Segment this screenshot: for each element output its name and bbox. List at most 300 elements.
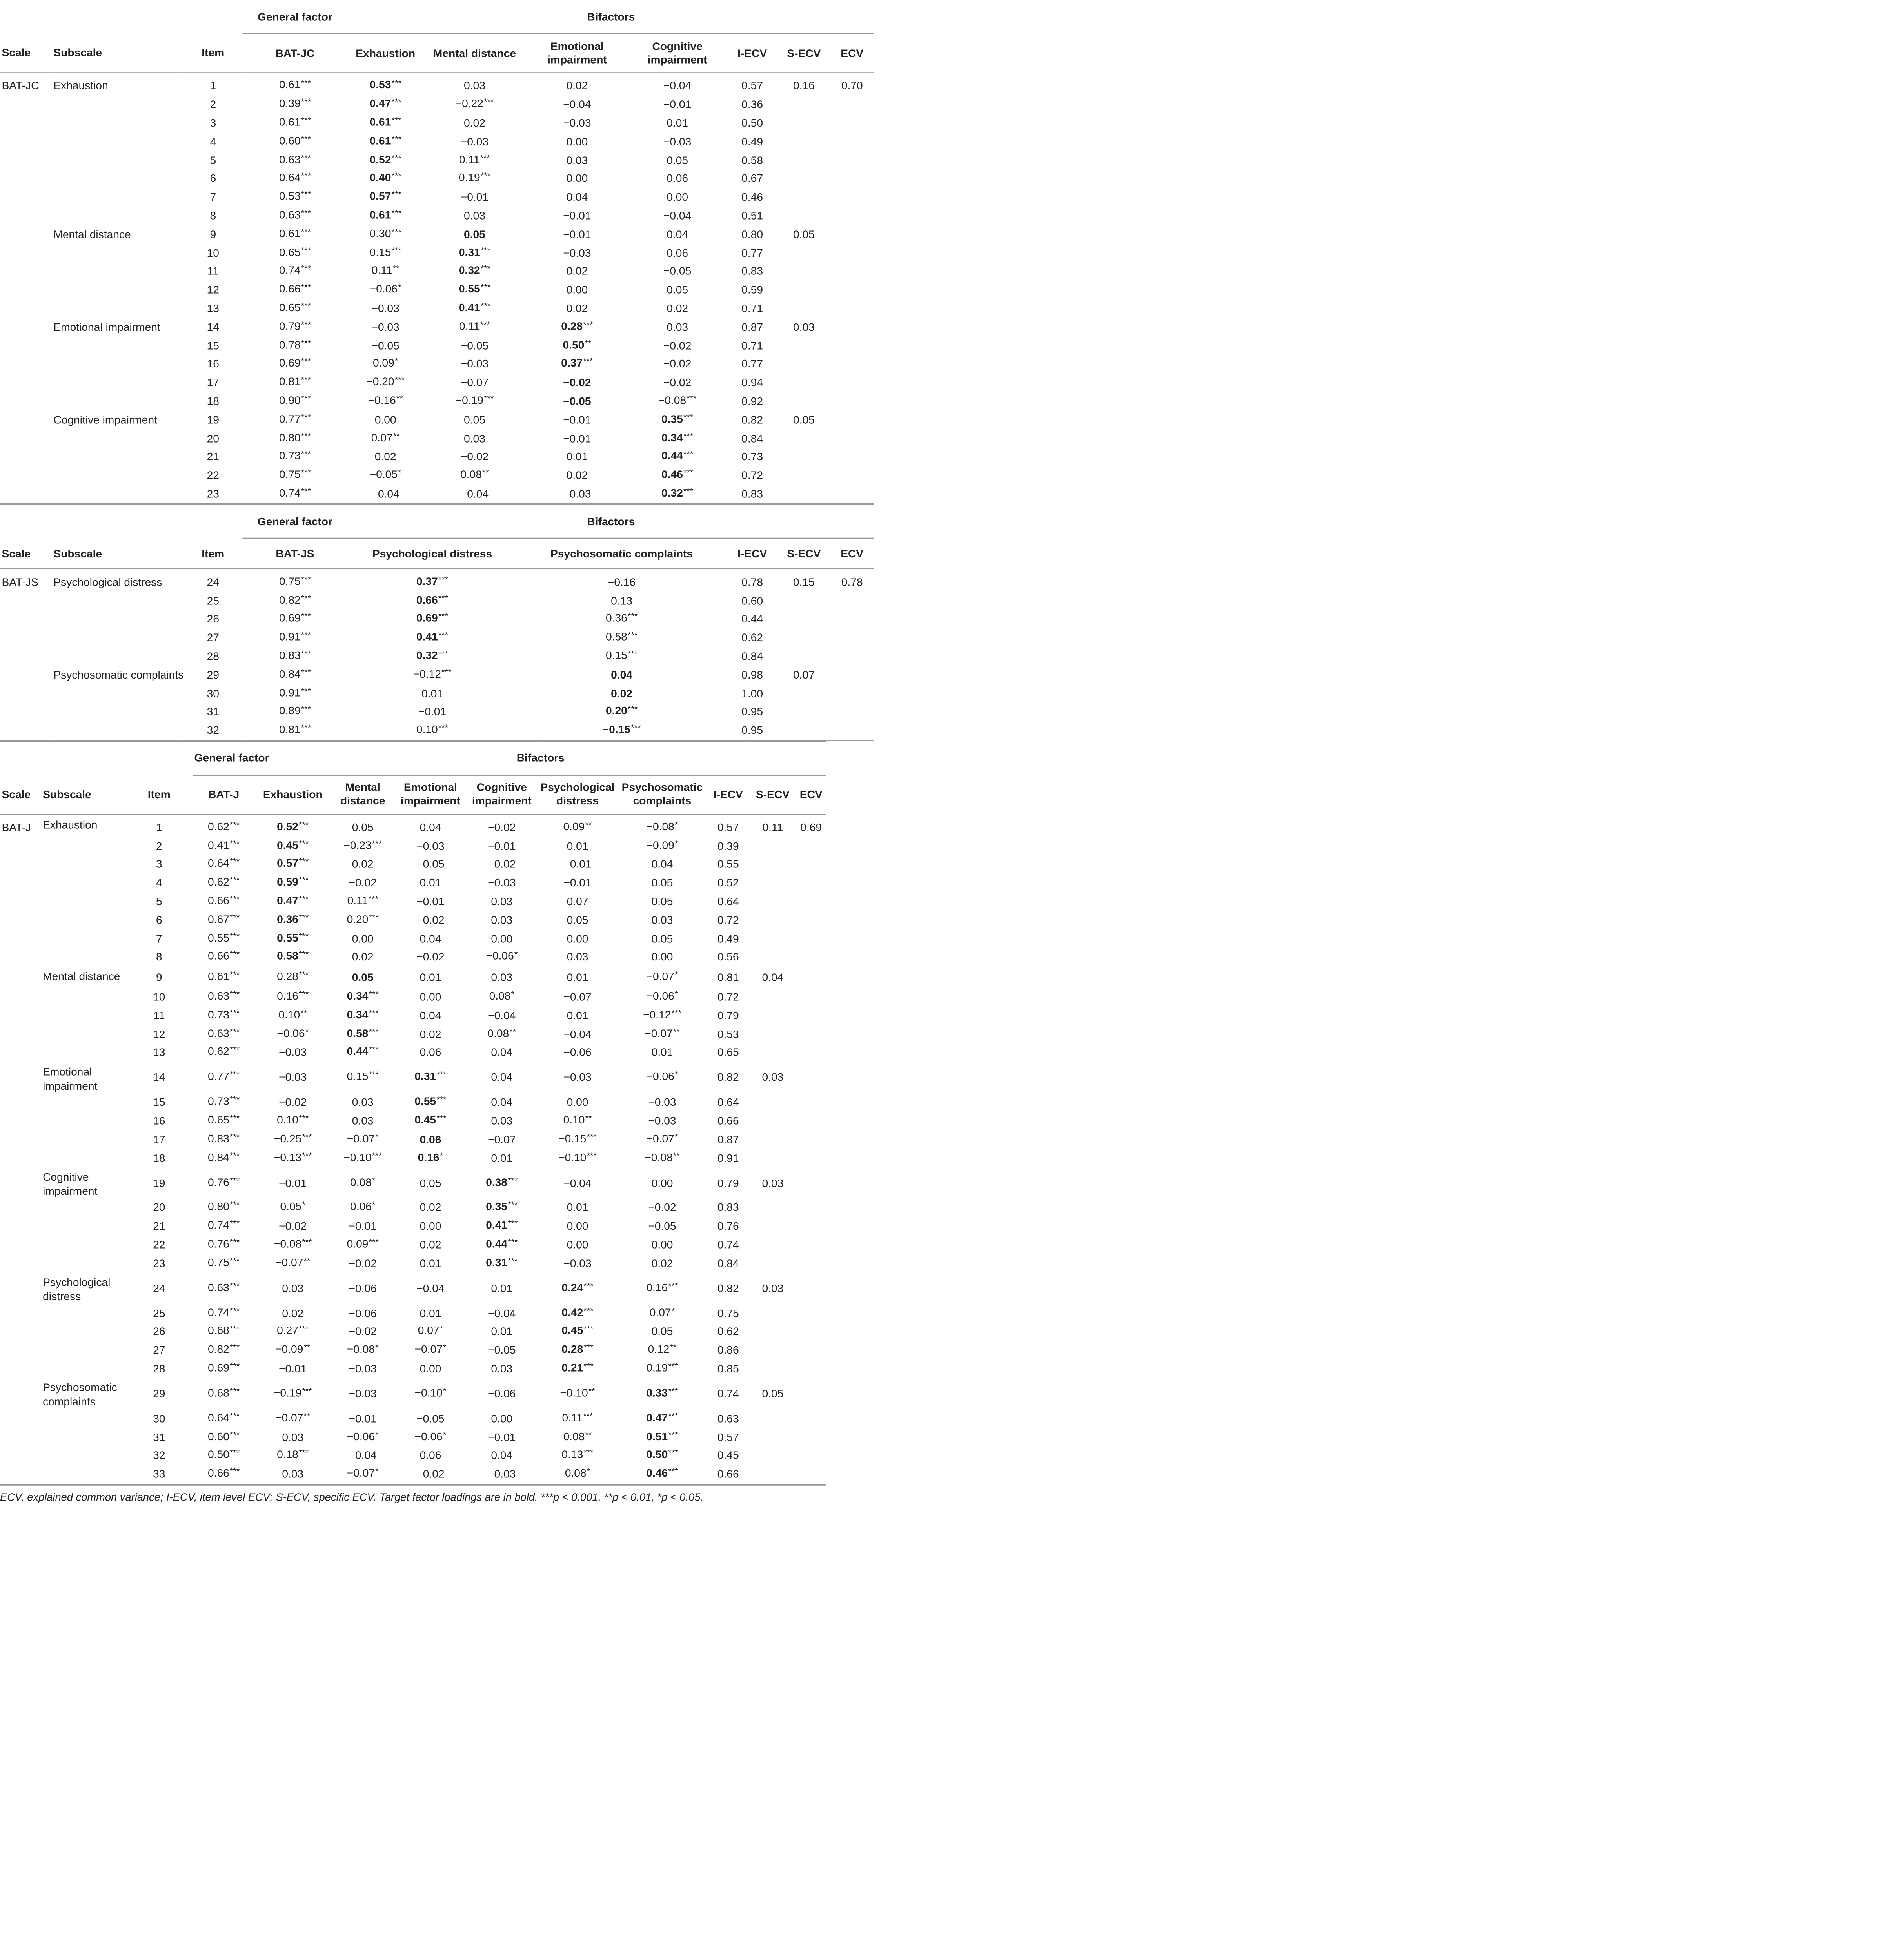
item-cell: 15: [207, 339, 219, 352]
scale-cell: [0, 485, 52, 503]
value-cell: [778, 610, 830, 628]
value-cell: −0.01: [563, 432, 591, 445]
value-cell: 0.58***: [347, 1027, 379, 1040]
col-header: Mental distance: [340, 781, 385, 807]
value-cell: 0.01: [420, 1307, 441, 1319]
col-header: Item: [202, 46, 225, 59]
scale-cell: [0, 318, 52, 336]
item-cell: 22: [207, 469, 219, 482]
table-row: [0, 225, 874, 243]
value-cell: −0.01: [279, 1176, 307, 1189]
scale-cell: BAT-JS: [2, 575, 38, 588]
value-cell: [796, 892, 826, 911]
table-row: [0, 911, 826, 929]
value-cell: 0.03: [491, 1114, 513, 1127]
col-header: Psychological distress: [372, 547, 492, 560]
value-cell: 0.24***: [561, 1281, 594, 1294]
value-cell: [830, 318, 874, 336]
value-cell: 0.47***: [646, 1411, 678, 1424]
col-header: I-ECV: [737, 547, 767, 560]
subscale-cell: [52, 702, 183, 721]
value-cell: −0.06*: [414, 1430, 447, 1443]
value-cell: 0.74***: [207, 1219, 240, 1232]
value-cell: −0.10***: [343, 1151, 382, 1163]
col-header: Scale: [2, 547, 31, 560]
value-cell: −0.07*: [646, 970, 678, 983]
value-cell: 0.02: [420, 1238, 441, 1251]
table-row: [0, 1217, 826, 1236]
col-header: BAT-JC: [275, 47, 315, 60]
table-row: [0, 1130, 826, 1149]
item-cell: 17: [207, 376, 219, 389]
item-cell: 18: [153, 1152, 165, 1165]
value-cell: 0.72: [717, 991, 739, 1004]
value-cell: −0.07**: [645, 1027, 680, 1040]
value-cell: 0.61***: [279, 227, 311, 240]
value-cell: 0.73***: [207, 1095, 240, 1108]
value-cell: [750, 1236, 796, 1254]
subscale-cell: Psychological distress: [43, 1276, 111, 1303]
value-cell: 0.01: [667, 116, 688, 129]
value-cell: [750, 1130, 796, 1149]
value-cell: [796, 1359, 826, 1378]
value-cell: −0.08*: [646, 820, 678, 833]
value-cell: 0.32***: [458, 264, 491, 277]
col-header: Emotional impairment: [401, 781, 460, 807]
scale-cell: [0, 1006, 41, 1025]
subscale-cell: [41, 1130, 126, 1149]
value-cell: 0.03: [464, 209, 485, 222]
scale-cell: [0, 929, 41, 948]
value-cell: −0.13***: [273, 1151, 312, 1163]
table-row: [0, 1254, 826, 1272]
value-cell: −0.03: [663, 135, 692, 148]
table-row: [0, 967, 826, 988]
value-cell: 0.01: [567, 1201, 588, 1214]
value-cell: 0.52: [717, 877, 739, 889]
value-cell: [830, 281, 874, 299]
value-cell: 0.19***: [458, 171, 491, 184]
value-cell: 0.15***: [369, 245, 401, 258]
item-cell: 29: [207, 668, 219, 681]
col-header: Cognitive impairment: [647, 40, 707, 66]
value-cell: −0.02: [279, 1096, 307, 1109]
col-header: Exhaustion: [356, 47, 416, 60]
value-cell: 0.04: [762, 971, 784, 984]
scale-cell: [0, 1428, 41, 1446]
table-bat-js-body: [0, 505, 874, 740]
table-row: [0, 95, 874, 114]
value-cell: [796, 929, 826, 948]
item-cell: 8: [210, 209, 216, 222]
item-cell: 32: [153, 1449, 165, 1462]
value-cell: 0.50***: [207, 1448, 240, 1461]
col-header: S-ECV: [756, 788, 790, 801]
scale-cell: [0, 837, 41, 855]
value-cell: 0.05: [352, 821, 374, 834]
item-cell: 11: [153, 1009, 165, 1022]
value-cell: 0.04: [420, 1009, 441, 1022]
table-row: [0, 262, 874, 281]
value-cell: −0.02: [563, 376, 591, 389]
value-cell: 0.95: [741, 724, 763, 737]
value-cell: 0.00: [567, 1238, 588, 1251]
value-cell: 0.34***: [347, 1008, 379, 1021]
value-cell: [750, 1044, 796, 1062]
value-cell: 0.37***: [561, 357, 593, 370]
subscale-cell: [41, 892, 126, 911]
value-cell: 0.63***: [279, 153, 311, 166]
value-cell: −0.02: [663, 358, 692, 370]
scale-cell: [0, 591, 52, 610]
value-cell: 0.05: [651, 932, 673, 945]
item-cell: 33: [153, 1468, 165, 1481]
value-cell: 0.87: [741, 321, 763, 334]
value-cell: [796, 1409, 826, 1428]
value-cell: [778, 485, 830, 503]
value-cell: −0.15***: [558, 1132, 597, 1145]
value-cell: 0.68***: [207, 1387, 240, 1399]
value-cell: 0.01: [567, 971, 588, 984]
value-cell: 0.61***: [279, 116, 311, 129]
value-cell: 0.42***: [561, 1306, 594, 1319]
item-cell: 13: [153, 1046, 165, 1059]
value-cell: 0.21***: [561, 1361, 594, 1374]
value-cell: −0.03: [563, 247, 591, 259]
value-cell: 0.19***: [646, 1361, 678, 1374]
value-cell: [796, 1378, 826, 1410]
value-cell: [750, 988, 796, 1006]
value-cell: 0.11**: [371, 264, 400, 277]
value-cell: 0.46***: [661, 468, 694, 481]
scale-cell: [0, 647, 52, 665]
value-cell: [750, 1428, 796, 1446]
table-row: [0, 684, 874, 702]
value-cell: [830, 207, 874, 225]
subscale-cell: Cognitive impairment: [43, 1171, 98, 1198]
value-cell: 0.61***: [279, 79, 311, 91]
value-cell: [750, 1112, 796, 1130]
value-cell: −0.06*: [646, 1070, 678, 1083]
value-cell: [796, 1044, 826, 1062]
value-cell: 0.16: [793, 80, 815, 93]
scale-cell: [0, 243, 52, 262]
value-cell: 0.35***: [486, 1200, 518, 1213]
value-cell: 0.36: [741, 98, 763, 111]
item-cell: 9: [156, 971, 162, 984]
value-cell: [830, 591, 874, 610]
value-cell: 0.63: [717, 1412, 739, 1425]
value-cell: 0.87: [717, 1133, 739, 1146]
value-cell: −0.03: [349, 1362, 377, 1375]
value-cell: 0.91: [717, 1152, 739, 1165]
value-cell: 0.55***: [414, 1095, 447, 1108]
value-cell: −0.04: [663, 209, 692, 222]
value-cell: −0.01: [488, 1431, 516, 1444]
scale-cell: [0, 1446, 41, 1465]
value-cell: [796, 1304, 826, 1322]
value-cell: 0.51***: [646, 1430, 678, 1443]
value-cell: [750, 1254, 796, 1272]
value-cell: −0.01: [418, 706, 447, 718]
value-cell: −0.07*: [646, 1132, 678, 1145]
value-cell: 0.31***: [486, 1256, 518, 1269]
col-header: Scale: [2, 46, 31, 59]
value-cell: −0.01: [460, 191, 489, 204]
value-cell: −0.05: [416, 1412, 445, 1425]
value-cell: 0.91***: [279, 630, 311, 643]
value-cell: −0.16: [607, 575, 636, 588]
value-cell: 0.60: [741, 594, 763, 607]
table-row: [0, 299, 874, 318]
value-cell: −0.04: [563, 1028, 592, 1040]
value-cell: [830, 466, 874, 485]
value-cell: 0.61***: [369, 116, 401, 129]
value-cell: −0.03: [371, 302, 400, 315]
item-cell: 14: [207, 321, 219, 334]
value-cell: [778, 188, 830, 206]
value-cell: [796, 1062, 826, 1093]
value-cell: [796, 1093, 826, 1112]
table-row: [0, 1273, 826, 1304]
subscale-cell: Emotional impairment: [53, 321, 160, 334]
value-cell: 0.82: [717, 1071, 739, 1084]
value-cell: 0.77: [741, 358, 763, 370]
value-cell: 0.69***: [207, 1361, 240, 1374]
subscale-cell: [52, 684, 183, 702]
item-cell: 2: [156, 840, 162, 852]
value-cell: 0.30***: [369, 227, 401, 240]
value-cell: −0.19***: [273, 1387, 312, 1399]
value-cell: [750, 855, 796, 874]
value-cell: 0.64***: [207, 857, 240, 870]
table-row: [0, 988, 826, 1006]
table-row: [0, 1025, 826, 1043]
table-row: [0, 374, 874, 392]
value-cell: 0.04: [491, 1096, 513, 1109]
value-cell: 0.05: [567, 914, 588, 927]
value-cell: −0.08***: [273, 1238, 312, 1250]
value-cell: 0.07: [567, 895, 588, 908]
value-cell: −0.02: [416, 951, 445, 964]
value-cell: 0.01: [491, 1325, 513, 1338]
scale-cell: [0, 1465, 41, 1484]
value-cell: [830, 410, 874, 429]
value-cell: −0.06: [488, 1387, 516, 1400]
col-header: Cognitive impairment: [472, 781, 532, 807]
value-cell: [830, 429, 874, 447]
value-cell: [830, 392, 874, 410]
col-header: BAT-J: [208, 788, 240, 801]
item-cell: 24: [207, 575, 219, 588]
item-cell: 26: [153, 1325, 165, 1338]
subscale-cell: [52, 591, 183, 610]
value-cell: −0.02: [663, 339, 692, 352]
value-cell: 0.75***: [279, 468, 311, 481]
value-cell: 0.01: [491, 1152, 513, 1165]
value-cell: [778, 281, 830, 299]
scale-cell: [0, 1167, 41, 1199]
value-cell: [750, 1341, 796, 1359]
value-cell: [830, 355, 874, 373]
value-cell: [830, 702, 874, 721]
value-cell: 0.45***: [414, 1114, 447, 1127]
item-cell: 12: [153, 1028, 165, 1040]
scale-cell: [0, 299, 52, 318]
value-cell: 0.44***: [486, 1238, 518, 1250]
subscale-cell: [41, 929, 126, 948]
scale-cell: [0, 967, 41, 988]
item-cell: 27: [207, 631, 219, 644]
item-cell: 4: [210, 135, 216, 148]
value-cell: 0.02: [566, 302, 588, 315]
value-cell: 0.75: [717, 1307, 739, 1319]
value-cell: 0.74: [717, 1238, 739, 1251]
subscale-cell: Psychosomatic complaints: [43, 1381, 117, 1408]
value-cell: [778, 336, 830, 355]
subscale-cell: [41, 855, 126, 874]
value-cell: 0.00: [566, 283, 588, 296]
item-cell: 14: [153, 1071, 165, 1084]
table-row: [0, 243, 874, 262]
value-cell: 0.05: [420, 1176, 441, 1189]
value-cell: 0.64***: [279, 171, 311, 184]
subscale-cell: [52, 114, 183, 132]
value-cell: 0.65***: [279, 245, 311, 258]
scale-cell: [0, 132, 52, 151]
value-cell: [830, 243, 874, 262]
value-cell: 0.56: [717, 951, 739, 964]
table-row: [0, 318, 874, 336]
value-cell: −0.05: [460, 339, 489, 352]
item-cell: 18: [207, 395, 219, 408]
value-cell: −0.01: [488, 840, 516, 852]
value-cell: 0.67: [741, 172, 763, 185]
value-cell: −0.05*: [369, 468, 401, 481]
value-cell: −0.07*: [347, 1467, 379, 1480]
subscale-cell: [52, 466, 183, 485]
value-cell: 0.84***: [279, 668, 311, 680]
value-cell: 0.13***: [561, 1448, 594, 1461]
value-cell: 0.15***: [605, 649, 638, 662]
value-cell: −0.03: [563, 488, 591, 500]
item-cell: 17: [153, 1133, 165, 1146]
value-cell: 0.03: [491, 971, 513, 984]
value-cell: 0.01: [420, 1257, 441, 1270]
value-cell: −0.03: [460, 358, 489, 370]
table-row: [0, 628, 874, 647]
value-cell: 0.02: [566, 265, 588, 278]
value-cell: [830, 374, 874, 392]
value-cell: 1.00: [741, 687, 763, 700]
value-cell: [830, 485, 874, 503]
value-cell: 0.34***: [347, 990, 379, 1003]
value-cell: 0.11: [762, 821, 783, 834]
value-cell: 0.08**: [487, 1027, 516, 1040]
value-cell: −0.03: [563, 1071, 592, 1084]
value-cell: 0.07: [793, 668, 815, 681]
value-cell: 0.45: [717, 1449, 739, 1462]
value-cell: 0.49: [717, 932, 739, 945]
subscale-cell: [41, 1217, 126, 1236]
value-cell: −0.03: [460, 135, 489, 148]
value-cell: [796, 855, 826, 874]
scale-cell: [0, 1198, 41, 1217]
value-cell: 0.57***: [369, 190, 401, 203]
value-cell: 0.81***: [279, 723, 311, 736]
value-cell: −0.01: [563, 413, 591, 426]
value-cell: −0.04: [416, 1282, 445, 1295]
value-cell: [796, 1323, 826, 1341]
value-cell: −0.02: [416, 1468, 445, 1481]
item-cell: 1: [156, 821, 162, 834]
value-cell: 0.76***: [207, 1238, 240, 1250]
item-cell: 31: [207, 706, 219, 718]
value-cell: −0.06*: [646, 990, 678, 1003]
value-cell: 0.07*: [418, 1325, 443, 1337]
value-cell: 0.86: [717, 1344, 739, 1357]
value-cell: −0.04: [371, 488, 400, 500]
value-cell: 0.61***: [369, 134, 401, 147]
value-cell: 0.44: [741, 613, 763, 626]
scale-cell: [0, 169, 52, 188]
value-cell: 0.31***: [458, 245, 491, 258]
table-row: [0, 1062, 826, 1093]
value-cell: 0.09**: [563, 820, 592, 833]
value-cell: −0.09**: [275, 1343, 311, 1356]
value-cell: 0.78: [841, 575, 863, 588]
value-cell: −0.03: [563, 116, 591, 129]
value-cell: 0.07**: [371, 431, 400, 444]
table-row: [0, 114, 874, 132]
value-cell: 0.05: [651, 877, 673, 889]
scale-cell: [0, 1323, 41, 1341]
table-bat-js: [0, 504, 874, 740]
value-cell: 0.08**: [460, 468, 489, 481]
value-cell: 0.82***: [207, 1343, 240, 1356]
value-cell: [778, 262, 830, 281]
table-row: [0, 1465, 826, 1484]
value-cell: −0.03: [349, 1387, 377, 1400]
table-row: [0, 429, 874, 447]
value-cell: [796, 874, 826, 892]
value-cell: 0.06: [667, 172, 688, 185]
value-cell: 0.46: [741, 191, 763, 204]
item-cell: 21: [207, 450, 219, 463]
subscale-cell: [41, 1359, 126, 1378]
col-header: Psychological distress: [540, 781, 615, 807]
value-cell: 0.32***: [661, 486, 694, 499]
value-cell: [830, 666, 874, 684]
value-cell: 0.45***: [561, 1325, 594, 1337]
item-cell: 30: [207, 687, 219, 700]
table-row: [0, 410, 874, 429]
table-row: [0, 569, 874, 592]
value-cell: 0.60***: [207, 1430, 240, 1443]
value-cell: 0.69: [800, 821, 822, 834]
value-cell: [796, 1112, 826, 1130]
value-cell: 0.05: [651, 1325, 673, 1338]
col-header: Exhaustion: [263, 788, 323, 801]
value-cell: 0.33***: [646, 1387, 678, 1399]
value-cell: −0.01: [416, 895, 445, 908]
scale-cell: [0, 281, 52, 299]
value-cell: 0.92: [741, 395, 763, 408]
value-cell: 0.62: [741, 631, 763, 644]
value-cell: 0.38***: [486, 1176, 518, 1189]
value-cell: 0.10**: [278, 1008, 307, 1021]
value-cell: 0.03: [282, 1468, 304, 1481]
